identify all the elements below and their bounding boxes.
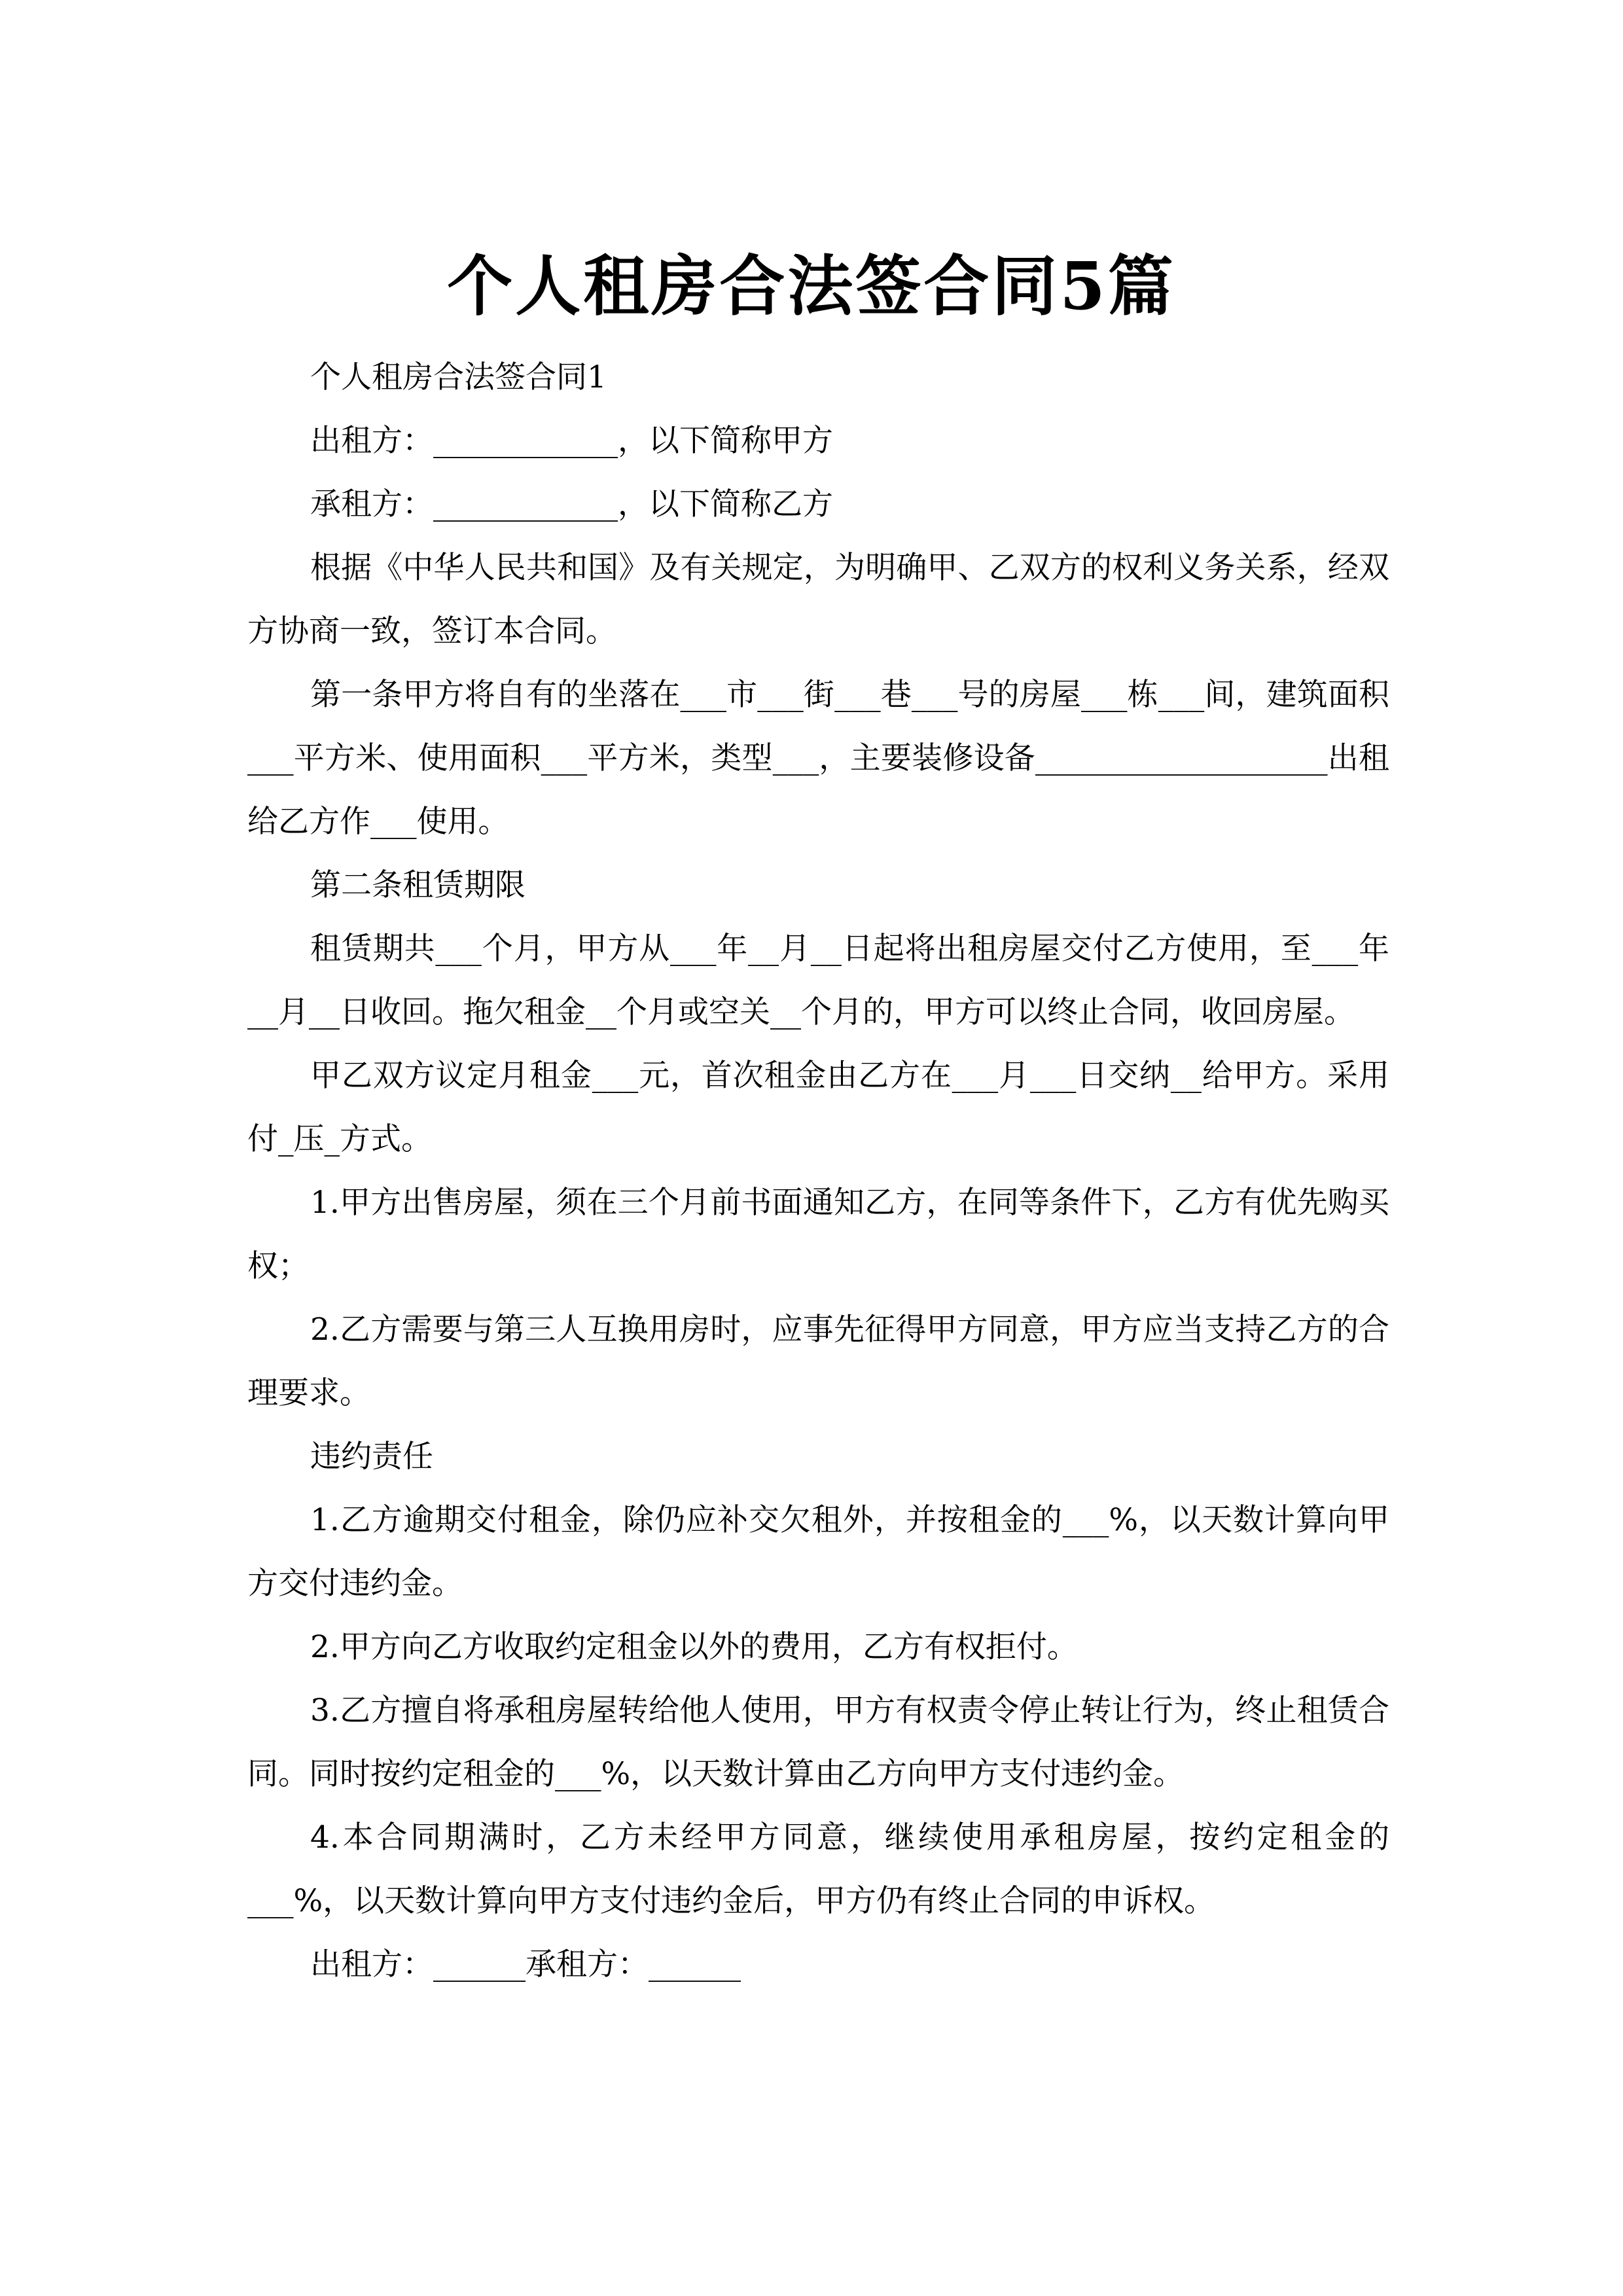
lessor-line: 出租方：____________，以下简称甲方 — [310, 423, 833, 459]
clause-2-exchange: 2.乙方需要与第三人互换用房时，应事先征得甲方同意，甲方应当支持乙方的合理要求。 — [247, 1312, 1389, 1411]
lessee-line: 承租方：____________，以下简称乙方 — [310, 486, 833, 522]
clause-1-sale-notice: 1.甲方出售房屋，须在三个月前书面通知乙方，在同等条件下，乙方有优先购买权； — [247, 1185, 1389, 1284]
liability-heading: 违约责任 — [310, 1439, 433, 1475]
article-1-paragraph: 第一条甲方将自有的坐落在___市___街___巷___号的房屋___栋___间，建筑面积___平方米、使用面积___平方米，类型___，主要装修设备___________________出租给乙方作___使用。 — [247, 677, 1389, 840]
signature-line: 出租方：______承租方：______ — [310, 1946, 741, 1982]
document-body — [247, 346, 1389, 1996]
preamble-paragraph: 根据《中华人民共和国》及有关规定，为明确甲、乙双方的权利义务关系，经双方协商一致，签订本合同。 — [247, 550, 1389, 649]
rent-paragraph: 甲乙双方议定月租金___元，首次租金由乙方在___月___日交纳__给甲方。采用付_压_方式。 — [247, 1058, 1389, 1157]
article-2-heading: 第二条租赁期限 — [310, 867, 526, 903]
liability-clause-2: 2.甲方向乙方收取约定租金以外的费用，乙方有权拒付。 — [310, 1629, 1078, 1665]
document-title: 个人租房合法签合同5篇 — [447, 247, 1176, 325]
section-heading-contract-1: 个人租房合法签合同1 — [310, 359, 607, 395]
liability-clause-3: 3.乙方擅自将承租房屋转给他人使用，甲方有权责令停止转让行为，终止租赁合同。同时按约定租金的___%，以天数计算由乙方向甲方支付违约金。 — [247, 1693, 1389, 1792]
liability-clause-4: 4.本合同期满时，乙方未经甲方同意，继续使用承租房屋，按约定租金的___%，以天数计算向甲方支付违约金后，甲方仍有终止合同的申诉权。 — [247, 1820, 1389, 1919]
lease-term-paragraph: 租赁期共___个月，甲方从___年__月__日起将出租房屋交付乙方使用，至___年__月__日收回。拖欠租金__个月或空关__个月的，甲方可以终止合同，收回房屋。 — [247, 931, 1389, 1030]
liability-clause-1: 1.乙方逾期交付租金，除仍应补交欠租外，并按租金的___%，以天数计算向甲方交付违约金。 — [247, 1502, 1389, 1602]
